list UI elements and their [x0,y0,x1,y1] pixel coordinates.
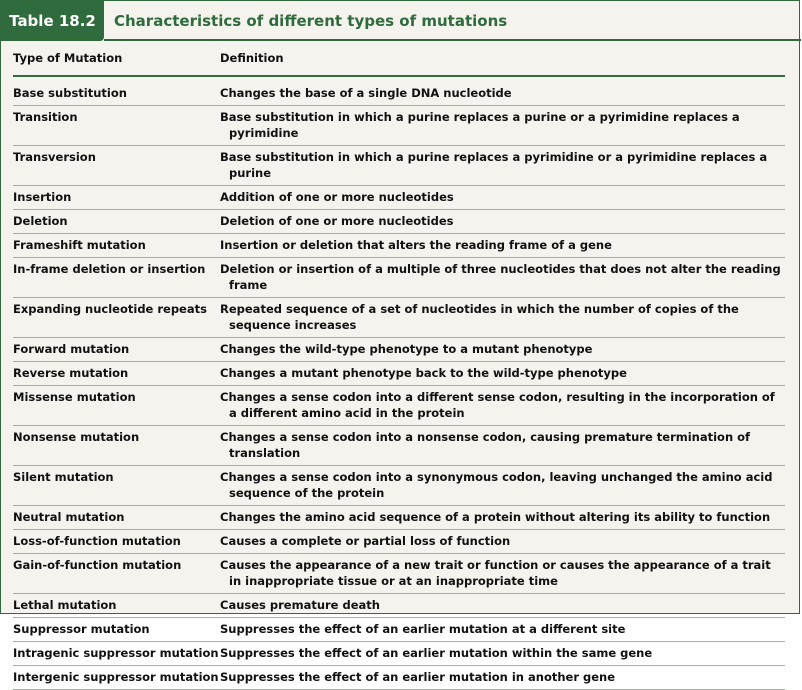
mutation-definition-cell: Suppresses the effect of an earlier mutation at a different site [220,622,626,636]
table-row [13,258,785,298]
mutation-type-cell: Nonsense mutation [13,430,140,444]
mutation-definition-cell: Insertion or deletion that alters the reading frame of a gene [220,238,612,252]
mutation-type-cell: Neutral mutation [13,510,125,524]
mutation-definition-cell: Deletion of one or more nucleotides [220,214,454,228]
table-row [13,554,785,594]
table-body [13,82,785,690]
mutation-definition-cell: Changes a mutant phenotype back to the wild-type phenotype [220,366,627,380]
mutation-definition-cell: Changes a sense codon into a synonymous codon, leaving unchanged the amino acid sequence of the protein [220,470,773,500]
mutation-definition-cell: Changes a sense codon into a nonsense codon, causing premature termination of translation [220,430,751,460]
table-number-tag: Table 18.2 [1,1,104,41]
title-rule-divider [104,39,801,41]
mutation-type-cell: Loss-of-function mutation [13,534,181,548]
table-row [13,82,785,106]
mutation-definition-cell: Causes premature death [220,598,380,612]
table-row [13,338,785,362]
mutation-type-cell: Transversion [13,150,96,164]
table-row [13,426,785,466]
table-row [13,362,785,386]
mutation-definition-cell: Base substitution in which a purine replaces a purine or a pyrimidine replaces a pyrimidine [220,110,740,140]
mutation-type-cell: Suppressor mutation [13,622,150,636]
mutation-definition-cell: Repeated sequence of a set of nucleotides in which the number of copies of the sequence increases [220,302,739,332]
header-type-of-mutation: Type of Mutation [13,51,123,65]
mutation-type-cell: Lethal mutation [13,598,117,612]
table-header [13,51,785,77]
mutation-type-cell: Insertion [13,190,72,204]
table-row [13,642,785,666]
mutation-definition-cell: Causes a complete or partial loss of function [220,534,511,548]
table-row [13,666,785,690]
table-row [13,506,785,530]
mutation-type-cell: Deletion [13,214,68,228]
table-row [13,466,785,506]
mutation-definition-cell: Changes the base of a single DNA nucleotide [220,86,512,100]
mutation-type-cell: Transition [13,110,78,124]
mutation-definition-cell: Base substitution in which a purine replaces a pyrimidine or a pyrimidine replaces a purine [220,150,768,180]
table-title: Characteristics of different types of mutations [114,12,508,30]
mutation-definition-cell: Suppresses the effect of an earlier mutation in another gene [220,670,616,684]
table-row [13,146,785,186]
mutation-type-cell: Expanding nucleotide repeats [13,302,207,316]
table-row [13,386,785,426]
mutation-definition-cell: Changes a sense codon into a different sense codon, resulting in the incorporation of a different amino acid in the protein [220,390,775,420]
mutation-definition-cell: Changes the wild-type phenotype to a mutant phenotype [220,342,593,356]
table-row [13,530,785,554]
mutation-definition-cell: Changes the amino acid sequence of a protein without altering its ability to function [220,510,771,524]
table-row [13,298,785,338]
mutation-type-cell: Missense mutation [13,390,136,404]
table-row [13,186,785,210]
mutation-definition-cell: Causes the appearance of a new trait or function or causes the appearance of a trait in inappropriate tissue or at an inappropriate time [220,558,771,588]
mutation-type-cell: In-frame deletion or insertion [13,262,206,276]
table-row [13,234,785,258]
table-row [13,594,785,618]
mutation-definition-cell: Addition of one or more nucleotides [220,190,454,204]
mutation-type-cell: Forward mutation [13,342,130,356]
mutation-type-cell: Silent mutation [13,470,114,484]
mutation-definition-cell: Suppresses the effect of an earlier mutation within the same gene [220,646,653,660]
table-row [13,210,785,234]
table-row [13,618,785,642]
header-definition: Definition [220,51,284,65]
mutation-type-cell: Intragenic suppressor mutation [13,646,219,660]
table-title-bar [1,1,801,41]
mutation-type-cell: Reverse mutation [13,366,129,380]
mutation-type-cell: Gain-of-function mutation [13,558,182,572]
mutation-type-cell: Frameshift mutation [13,238,146,252]
mutation-definition-cell: Deletion or insertion of a multiple of three nucleotides that does not alter the reading frame [220,262,781,292]
mutation-type-cell: Intergenic suppressor mutation [13,670,219,684]
table-row [13,106,785,146]
mutation-type-cell: Base substitution [13,86,127,100]
